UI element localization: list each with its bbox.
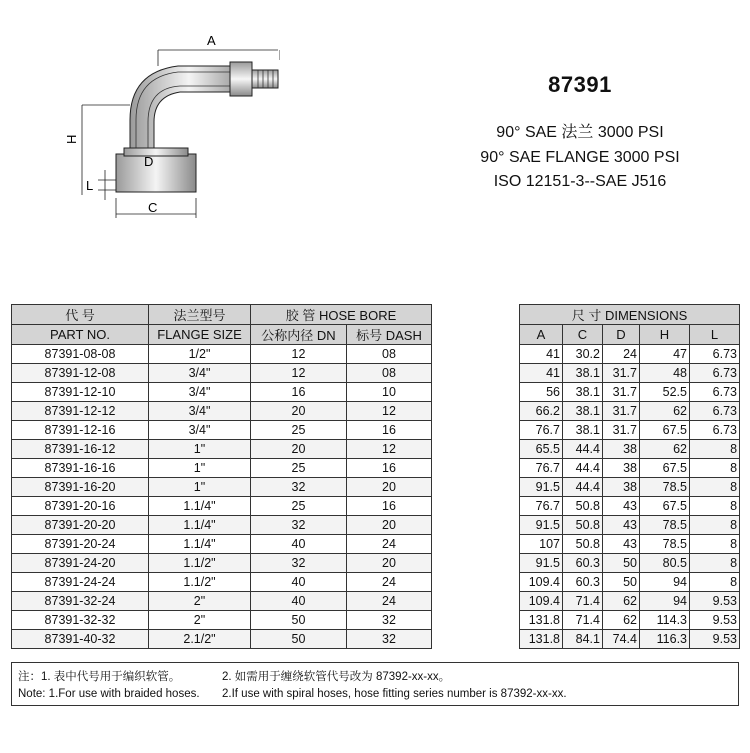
cell-gap bbox=[432, 554, 520, 573]
cell-gap bbox=[432, 421, 520, 440]
cell-d: 38 bbox=[603, 459, 640, 478]
fitting-drawing bbox=[50, 20, 280, 230]
cell-dn: 16 bbox=[251, 383, 347, 402]
cell-gap bbox=[432, 630, 520, 649]
cell-part-no: 87391-08-08 bbox=[12, 345, 149, 364]
cell-gap bbox=[432, 364, 520, 383]
cell-a: 109.4 bbox=[520, 573, 563, 592]
cell-part-no: 87391-32-32 bbox=[12, 611, 149, 630]
note-cn-line bbox=[18, 668, 451, 684]
cell-d: 43 bbox=[603, 516, 640, 535]
cell-part-no: 87391-16-12 bbox=[12, 440, 149, 459]
cell-c: 44.4 bbox=[563, 459, 603, 478]
cell-c: 50.8 bbox=[563, 535, 603, 554]
cell-gap bbox=[432, 611, 520, 630]
cell-part-no: 87391-24-20 bbox=[12, 554, 149, 573]
cell-d: 62 bbox=[603, 592, 640, 611]
cell-dn: 20 bbox=[251, 440, 347, 459]
cell-d: 38 bbox=[603, 478, 640, 497]
note-cn-1: 注：1. 表中代号用于编织软管。 bbox=[18, 671, 181, 683]
header-l: L bbox=[690, 325, 740, 345]
header-gap bbox=[432, 305, 520, 325]
cell-c: 71.4 bbox=[563, 592, 603, 611]
cell-dn: 40 bbox=[251, 535, 347, 554]
header-dash: 标号 DASH bbox=[347, 325, 432, 345]
cell-a: 109.4 bbox=[520, 592, 563, 611]
header-h: H bbox=[640, 325, 690, 345]
cell-h: 78.5 bbox=[640, 478, 690, 497]
cell-flange-size: 3/4" bbox=[149, 383, 251, 402]
cell-h: 67.5 bbox=[640, 497, 690, 516]
cell-a: 41 bbox=[520, 364, 563, 383]
table-row bbox=[12, 554, 740, 573]
table-row bbox=[12, 630, 740, 649]
cell-a: 91.5 bbox=[520, 478, 563, 497]
cell-dn: 32 bbox=[251, 516, 347, 535]
cell-d: 38 bbox=[603, 440, 640, 459]
cell-a: 91.5 bbox=[520, 554, 563, 573]
cell-flange-size: 1.1/4" bbox=[149, 516, 251, 535]
cell-dash: 16 bbox=[347, 421, 432, 440]
cell-dash: 12 bbox=[347, 440, 432, 459]
header-part-en: PART NO. bbox=[12, 325, 149, 345]
header-part-cn: 代 号 bbox=[12, 305, 149, 325]
cell-l: 8 bbox=[690, 573, 740, 592]
cell-l: 8 bbox=[690, 459, 740, 478]
table-row bbox=[12, 497, 740, 516]
cell-a: 76.7 bbox=[520, 497, 563, 516]
cell-flange-size: 1/2" bbox=[149, 345, 251, 364]
cell-dash: 24 bbox=[347, 535, 432, 554]
cell-a: 107 bbox=[520, 535, 563, 554]
spec-line-en: 90° SAE FLANGE 3000 PSI bbox=[480, 149, 680, 166]
cell-flange-size: 1.1/2" bbox=[149, 573, 251, 592]
cell-part-no: 87391-20-16 bbox=[12, 497, 149, 516]
table-row bbox=[12, 345, 740, 364]
cell-h: 78.5 bbox=[640, 535, 690, 554]
cell-a: 91.5 bbox=[520, 516, 563, 535]
cell-a: 65.5 bbox=[520, 440, 563, 459]
cell-dash: 32 bbox=[347, 630, 432, 649]
cell-a: 56 bbox=[520, 383, 563, 402]
cell-l: 6.73 bbox=[690, 364, 740, 383]
cell-flange-size: 3/4" bbox=[149, 402, 251, 421]
cell-h: 67.5 bbox=[640, 421, 690, 440]
cell-c: 71.4 bbox=[563, 611, 603, 630]
cell-dash: 10 bbox=[347, 383, 432, 402]
cell-part-no: 87391-16-16 bbox=[12, 459, 149, 478]
cell-part-no: 87391-20-20 bbox=[12, 516, 149, 535]
table-row bbox=[12, 383, 740, 402]
cell-dash: 24 bbox=[347, 573, 432, 592]
cell-gap bbox=[432, 440, 520, 459]
table-row bbox=[12, 402, 740, 421]
cell-l: 8 bbox=[690, 478, 740, 497]
cell-dash: 20 bbox=[347, 516, 432, 535]
cell-dn: 25 bbox=[251, 421, 347, 440]
cell-part-no: 87391-12-12 bbox=[12, 402, 149, 421]
cell-d: 31.7 bbox=[603, 421, 640, 440]
table-row bbox=[12, 592, 740, 611]
cell-flange-size: 1.1/2" bbox=[149, 554, 251, 573]
cell-l: 6.73 bbox=[690, 402, 740, 421]
table-row bbox=[12, 459, 740, 478]
table-row bbox=[12, 611, 740, 630]
cell-l: 9.53 bbox=[690, 611, 740, 630]
cell-l: 6.73 bbox=[690, 383, 740, 402]
cell-dn: 32 bbox=[251, 478, 347, 497]
header-dimensions: 尺 寸 DIMENSIONS bbox=[520, 305, 740, 325]
cell-dn: 20 bbox=[251, 402, 347, 421]
dim-c-label: C bbox=[148, 200, 158, 215]
cell-flange-size: 3/4" bbox=[149, 364, 251, 383]
cell-dash: 20 bbox=[347, 554, 432, 573]
cell-dash: 16 bbox=[347, 459, 432, 478]
dim-h-label: H bbox=[64, 134, 79, 144]
cell-h: 62 bbox=[640, 440, 690, 459]
cell-flange-size: 1" bbox=[149, 440, 251, 459]
cell-c: 44.4 bbox=[563, 440, 603, 459]
cell-c: 44.4 bbox=[563, 478, 603, 497]
cell-flange-size: 1" bbox=[149, 459, 251, 478]
cell-part-no: 87391-20-24 bbox=[12, 535, 149, 554]
cell-gap bbox=[432, 535, 520, 554]
cell-l: 8 bbox=[690, 516, 740, 535]
cell-h: 62 bbox=[640, 402, 690, 421]
cell-h: 80.5 bbox=[640, 554, 690, 573]
cell-d: 50 bbox=[603, 573, 640, 592]
cell-gap bbox=[432, 573, 520, 592]
cell-gap bbox=[432, 402, 520, 421]
header-hose-bore: 胶 管 HOSE BORE bbox=[251, 305, 432, 325]
cell-gap bbox=[432, 383, 520, 402]
cell-dash: 16 bbox=[347, 497, 432, 516]
cell-d: 31.7 bbox=[603, 383, 640, 402]
table-header-row-2 bbox=[12, 325, 740, 345]
cell-gap bbox=[432, 459, 520, 478]
cell-a: 131.8 bbox=[520, 630, 563, 649]
note-cn-2: 2. 如需用于缠绕软管代号改为 87392-xx-xx。 bbox=[222, 671, 451, 683]
cell-h: 94 bbox=[640, 573, 690, 592]
cell-part-no: 87391-12-10 bbox=[12, 383, 149, 402]
cell-c: 60.3 bbox=[563, 573, 603, 592]
cell-l: 8 bbox=[690, 440, 740, 459]
cell-part-no: 87391-16-20 bbox=[12, 478, 149, 497]
dim-a-label: A bbox=[207, 33, 216, 48]
cell-dn: 25 bbox=[251, 497, 347, 516]
cell-flange-size: 1" bbox=[149, 478, 251, 497]
table-row bbox=[12, 440, 740, 459]
cell-h: 94 bbox=[640, 592, 690, 611]
cell-l: 8 bbox=[690, 535, 740, 554]
cell-d: 43 bbox=[603, 535, 640, 554]
header-flange-en: FLANGE SIZE bbox=[149, 325, 251, 345]
cell-c: 60.3 bbox=[563, 554, 603, 573]
cell-l: 9.53 bbox=[690, 630, 740, 649]
cell-part-no: 87391-12-16 bbox=[12, 421, 149, 440]
cell-d: 31.7 bbox=[603, 364, 640, 383]
cell-d: 31.7 bbox=[603, 402, 640, 421]
cell-h: 67.5 bbox=[640, 459, 690, 478]
cell-a: 131.8 bbox=[520, 611, 563, 630]
header-c: C bbox=[563, 325, 603, 345]
cell-dash: 32 bbox=[347, 611, 432, 630]
cell-dash: 20 bbox=[347, 478, 432, 497]
cell-dn: 25 bbox=[251, 459, 347, 478]
cell-dash: 12 bbox=[347, 402, 432, 421]
table-row bbox=[12, 573, 740, 592]
table-row bbox=[12, 535, 740, 554]
cell-flange-size: 2.1/2" bbox=[149, 630, 251, 649]
part-number-title: 87391 bbox=[548, 72, 612, 97]
cell-h: 78.5 bbox=[640, 516, 690, 535]
dimensions-table bbox=[11, 304, 740, 649]
note-en-1: Note: 1.For use with braided hoses. bbox=[18, 688, 200, 700]
dim-d-label: D bbox=[144, 154, 154, 169]
cell-dn: 12 bbox=[251, 364, 347, 383]
cell-gap bbox=[432, 497, 520, 516]
cell-l: 9.53 bbox=[690, 592, 740, 611]
cell-gap bbox=[432, 345, 520, 364]
table-row bbox=[12, 516, 740, 535]
cell-c: 50.8 bbox=[563, 516, 603, 535]
cell-gap bbox=[432, 478, 520, 497]
header-d: D bbox=[603, 325, 640, 345]
spec-line-standard: ISO 12151-3--SAE J516 bbox=[493, 173, 667, 190]
header-a: A bbox=[520, 325, 563, 345]
cell-gap bbox=[432, 516, 520, 535]
cell-part-no: 87391-40-32 bbox=[12, 630, 149, 649]
notes-box bbox=[11, 662, 739, 706]
cell-l: 8 bbox=[690, 554, 740, 573]
cell-dn: 40 bbox=[251, 573, 347, 592]
cell-dn: 32 bbox=[251, 554, 347, 573]
header-flange-cn: 法兰型号 bbox=[149, 305, 251, 325]
cell-d: 24 bbox=[603, 345, 640, 364]
cell-a: 76.7 bbox=[520, 421, 563, 440]
cell-dn: 50 bbox=[251, 611, 347, 630]
cell-h: 47 bbox=[640, 345, 690, 364]
cell-c: 38.1 bbox=[563, 364, 603, 383]
cell-dash: 24 bbox=[347, 592, 432, 611]
cell-h: 116.3 bbox=[640, 630, 690, 649]
table-header-row-1 bbox=[12, 305, 740, 325]
cell-flange-size: 1.1/4" bbox=[149, 535, 251, 554]
cell-part-no: 87391-24-24 bbox=[12, 573, 149, 592]
cell-dash: 08 bbox=[347, 364, 432, 383]
cell-dash: 08 bbox=[347, 345, 432, 364]
cell-h: 114.3 bbox=[640, 611, 690, 630]
cell-l: 6.73 bbox=[690, 345, 740, 364]
cell-d: 50 bbox=[603, 554, 640, 573]
cell-flange-size: 2" bbox=[149, 592, 251, 611]
cell-d: 74.4 bbox=[603, 630, 640, 649]
cell-l: 6.73 bbox=[690, 421, 740, 440]
cell-a: 66.2 bbox=[520, 402, 563, 421]
cell-l: 8 bbox=[690, 497, 740, 516]
header-gap bbox=[432, 325, 520, 345]
cell-dn: 40 bbox=[251, 592, 347, 611]
cell-dn: 12 bbox=[251, 345, 347, 364]
cell-c: 38.1 bbox=[563, 421, 603, 440]
cell-d: 43 bbox=[603, 497, 640, 516]
dim-l-label: L bbox=[86, 178, 94, 193]
note-en-line bbox=[18, 688, 567, 700]
cell-a: 41 bbox=[520, 345, 563, 364]
spec-line-cn: 90° SAE 法兰 3000 PSI bbox=[496, 124, 664, 141]
header-dn: 公称内径 DN bbox=[251, 325, 347, 345]
cell-flange-size: 2" bbox=[149, 611, 251, 630]
cell-c: 38.1 bbox=[563, 383, 603, 402]
cell-gap bbox=[432, 592, 520, 611]
cell-part-no: 87391-32-24 bbox=[12, 592, 149, 611]
note-en-2: 2.If use with spiral hoses, hose fitting series number is 87392-xx-xx. bbox=[222, 688, 567, 700]
cell-dn: 50 bbox=[251, 630, 347, 649]
cell-c: 38.1 bbox=[563, 402, 603, 421]
cell-flange-size: 1.1/4" bbox=[149, 497, 251, 516]
cell-part-no: 87391-12-08 bbox=[12, 364, 149, 383]
cell-flange-size: 3/4" bbox=[149, 421, 251, 440]
cell-c: 84.1 bbox=[563, 630, 603, 649]
table-row bbox=[12, 478, 740, 497]
cell-h: 52.5 bbox=[640, 383, 690, 402]
cell-h: 48 bbox=[640, 364, 690, 383]
cell-c: 50.8 bbox=[563, 497, 603, 516]
cell-c: 30.2 bbox=[563, 345, 603, 364]
table-row bbox=[12, 364, 740, 383]
cell-d: 62 bbox=[603, 611, 640, 630]
cell-a: 76.7 bbox=[520, 459, 563, 478]
table-row bbox=[12, 421, 740, 440]
